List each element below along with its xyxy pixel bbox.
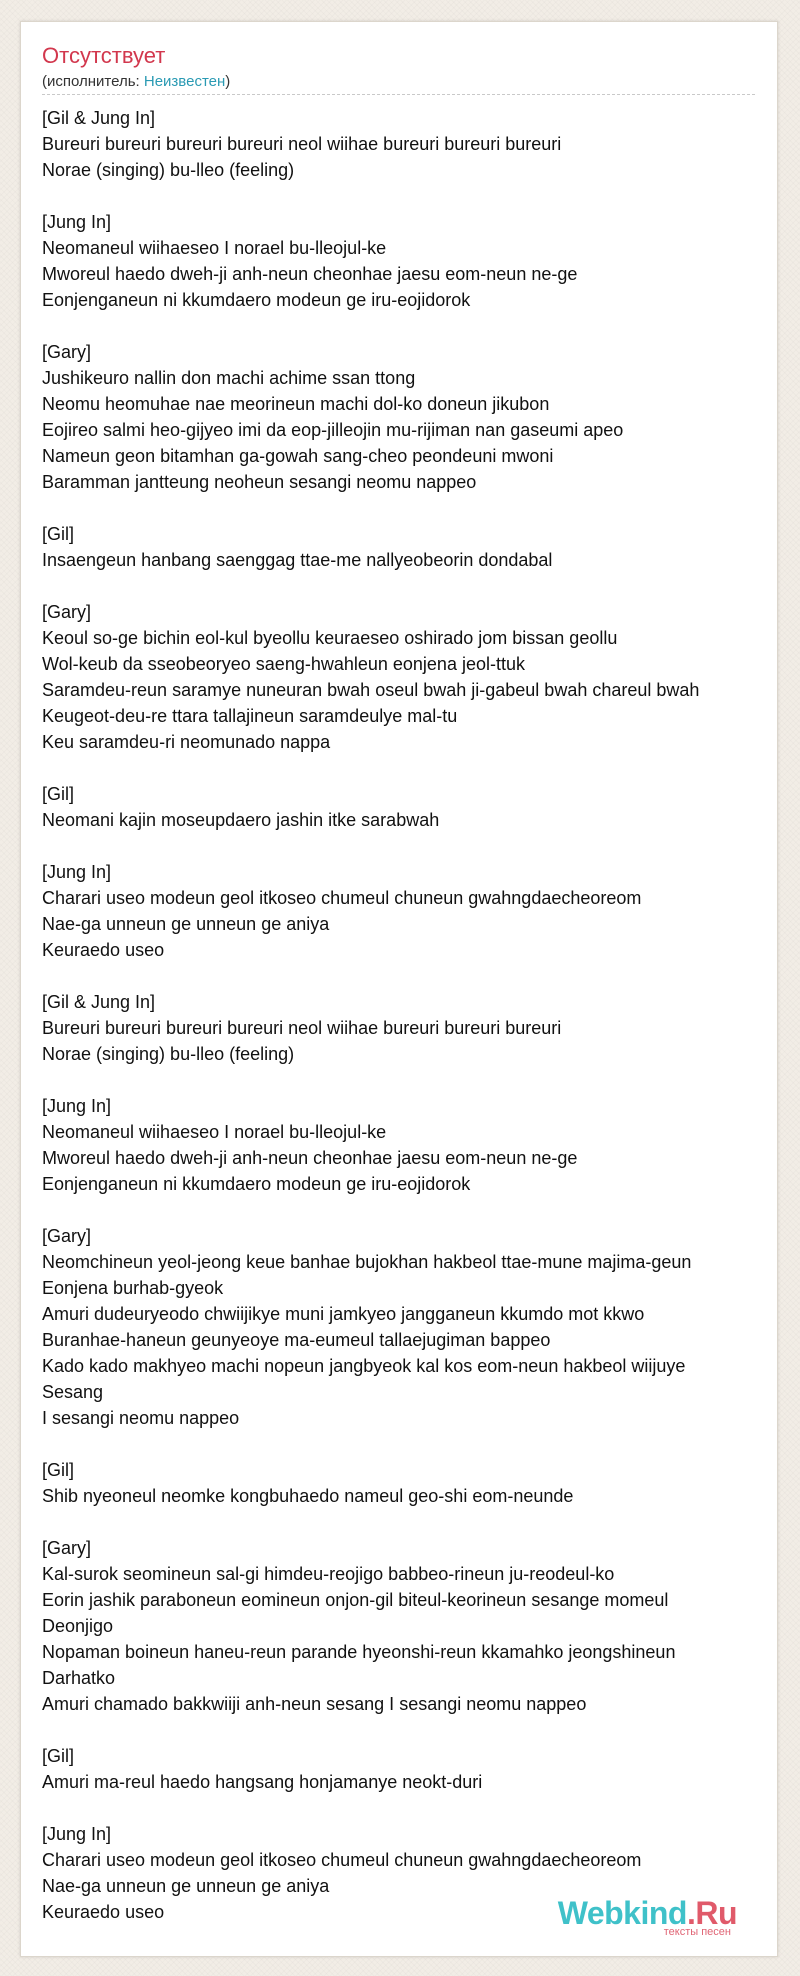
lyric-line: Insaengeun hanbang saenggag ttae-me nallyeobeorin dondabal — [42, 550, 553, 570]
lyric-line: Charari useo modeun geol itkoseo chumeul chuneun gwahngdaecheoreom — [42, 1850, 642, 1870]
lyrics-card — [20, 21, 778, 1957]
lyric-line: Eojireo salmi heo-gijyeo imi da eop-jilleojin mu-rijiman nan gaseumi apeo — [42, 420, 624, 440]
stanza-gap — [42, 1509, 778, 1535]
lyric-line: Eorin jashik paraboneun eomineun onjon-gil biteul-keorineun sesange momeul — [42, 1590, 669, 1610]
lyric-line: Eonjenganeun ni kkumdaero modeun ge iru-eojidorok — [42, 1174, 471, 1194]
verse-label: [Gary] — [42, 1538, 92, 1558]
lyric-line: Kal-surok seomineun sal-gi himdeu-reojigo babbeo-rineun ju-reodeul-ko — [42, 1564, 615, 1584]
verse-label: [Gil & Jung In] — [42, 992, 156, 1012]
lyric-line: Norae (singing) bu-lleo (feeling) — [42, 1044, 295, 1064]
lyric-line: Amuri dudeuryeodo chwiijikye muni jamkyeo jangganeun kkumdo mot kkwo — [42, 1304, 645, 1324]
lyric-line: Saramdeu-reun saramye nuneuran bwah oseul bwah ji-gabeul bwah chareul bwah — [42, 680, 700, 700]
webkind-logo[interactable] — [558, 1897, 737, 1938]
lyric-line: Norae (singing) bu-lleo (feeling) — [42, 160, 295, 180]
lyric-line: Nameun geon bitamhan ga-gowah sang-cheo peondeuni mwoni — [42, 446, 554, 466]
stanza-gap — [42, 573, 778, 599]
title-divider — [42, 94, 755, 95]
lyrics-text — [42, 105, 778, 1925]
lyric-line: Bureuri bureuri bureuri bureuri neol wiihae bureuri bureuri bureuri — [42, 134, 562, 154]
lyric-line: Buranhae-haneun geunyeoye ma-eumeul tallaejugiman bappeo — [42, 1330, 551, 1350]
verse-label: [Jung In] — [42, 1824, 112, 1844]
lyric-line: Jushikeuro nallin don machi achime ssan ttong — [42, 368, 416, 388]
lyric-line: Keuraedo useo — [42, 1902, 165, 1922]
lyric-line: Amuri ma-reul haedo hangsang honjamanye neokt-duri — [42, 1772, 483, 1792]
lyric-line: Mworeul haedo dweh-ji anh-neun cheonhae jaesu eom-neun ne-ge — [42, 264, 578, 284]
artist-prefix: (исполнитель: — [42, 73, 144, 90]
lyric-line: Keu saramdeu-ri neomunado nappa — [42, 732, 331, 752]
lyric-line: Baramman jantteung neoheun sesangi neomu nappeo — [42, 472, 477, 492]
stanza-gap — [42, 1197, 778, 1223]
artist-link[interactable]: Неизвестен — [143, 73, 226, 90]
stanza-gap — [42, 183, 778, 209]
verse-label: [Gil & Jung In] — [42, 108, 156, 128]
lyric-line: Shib nyeoneul neomke kongbuhaedo nameul geo-shi eom-neunde — [42, 1486, 574, 1506]
verse-label: [Gil] — [42, 524, 75, 544]
stanza-gap — [42, 495, 778, 521]
stanza-gap — [42, 833, 778, 859]
lyric-line: Charari useo modeun geol itkoseo chumeul chuneun gwahngdaecheoreom — [42, 888, 642, 908]
lyric-line: Neomani kajin moseupdaero jashin itke sarabwah — [42, 810, 440, 830]
lyric-line: Nae-ga unneun ge unneun ge aniya — [42, 914, 330, 934]
verse-label: [Jung In] — [42, 862, 112, 882]
verse-label: [Gil] — [42, 1460, 75, 1480]
verse-label: [Gil] — [42, 1746, 75, 1766]
logo-tld: .Ru — [686, 1895, 737, 1931]
lyric-line: Neomchineun yeol-jeong keue banhae bujokhan hakbeol ttae-mune majima-geun — [42, 1252, 692, 1272]
verse-label: [Jung In] — [42, 1096, 112, 1116]
lyric-line: Deonjigo — [42, 1616, 114, 1636]
stanza-gap — [42, 755, 778, 781]
stanza-gap — [42, 1067, 778, 1093]
stanza-gap — [42, 1431, 778, 1457]
lyric-line: Nae-ga unneun ge unneun ge aniya — [42, 1876, 330, 1896]
lyric-line: Neomu heomuhae nae meorineun machi dol-ko doneun jikubon — [42, 394, 550, 414]
artist-suffix: ) — [225, 73, 231, 90]
lyric-line: Nopaman boineun haneu-reun parande hyeonshi-reun kkamahko jeongshineun — [42, 1642, 676, 1662]
verse-label: [Gary] — [42, 342, 92, 362]
lyric-line: Darhatko — [42, 1668, 116, 1688]
lyric-line: Keuraedo useo — [42, 940, 165, 960]
lyric-line: Kado kado makhyeo machi nopeun jangbyeok kal kos eom-neun hakbeol wiijuye — [42, 1356, 686, 1376]
stanza-gap — [42, 313, 778, 339]
lyric-line: Eonjenganeun ni kkumdaero modeun ge iru-eojidorok — [42, 290, 471, 310]
lyric-line: I sesangi neomu nappeo — [42, 1408, 240, 1428]
lyric-line: Sesang — [42, 1382, 104, 1402]
song-title: Отсутствует — [42, 43, 166, 68]
artist-line — [42, 73, 230, 91]
verse-label: [Jung In] — [42, 212, 112, 232]
logo-name: Webkind — [557, 1895, 687, 1931]
lyric-line: Eonjena burhab-gyeok — [42, 1278, 224, 1298]
lyric-line: Keoul so-ge bichin eol-kul byeollu keuraeseo oshirado jom bissan geollu — [42, 628, 618, 648]
logo-tagline: тексты песен — [663, 1926, 731, 1938]
webkind-logo-wordmark — [558, 1897, 737, 1929]
stanza-gap — [42, 1795, 778, 1821]
stanza-gap — [42, 1717, 778, 1743]
verse-label: [Gary] — [42, 602, 92, 622]
lyric-line: Bureuri bureuri bureuri bureuri neol wiihae bureuri bureuri bureuri — [42, 1018, 562, 1038]
verse-label: [Gary] — [42, 1226, 92, 1246]
lyric-line: Keugeot-deu-re ttara tallajineun saramdeulye mal-tu — [42, 706, 458, 726]
lyric-line: Mworeul haedo dweh-ji anh-neun cheonhae jaesu eom-neun ne-ge — [42, 1148, 578, 1168]
lyric-line: Amuri chamado bakkwiiji anh-neun sesang I sesangi neomu nappeo — [42, 1694, 587, 1714]
lyric-line: Neomaneul wiihaeseo I norael bu-lleojul-ke — [42, 238, 387, 258]
verse-label: [Gil] — [42, 784, 75, 804]
stanza-gap — [42, 963, 778, 989]
lyric-line: Neomaneul wiihaeseo I norael bu-lleojul-ke — [42, 1122, 387, 1142]
lyric-line: Wol-keub da sseobeoryeo saeng-hwahleun eonjena jeol-ttuk — [42, 654, 525, 674]
